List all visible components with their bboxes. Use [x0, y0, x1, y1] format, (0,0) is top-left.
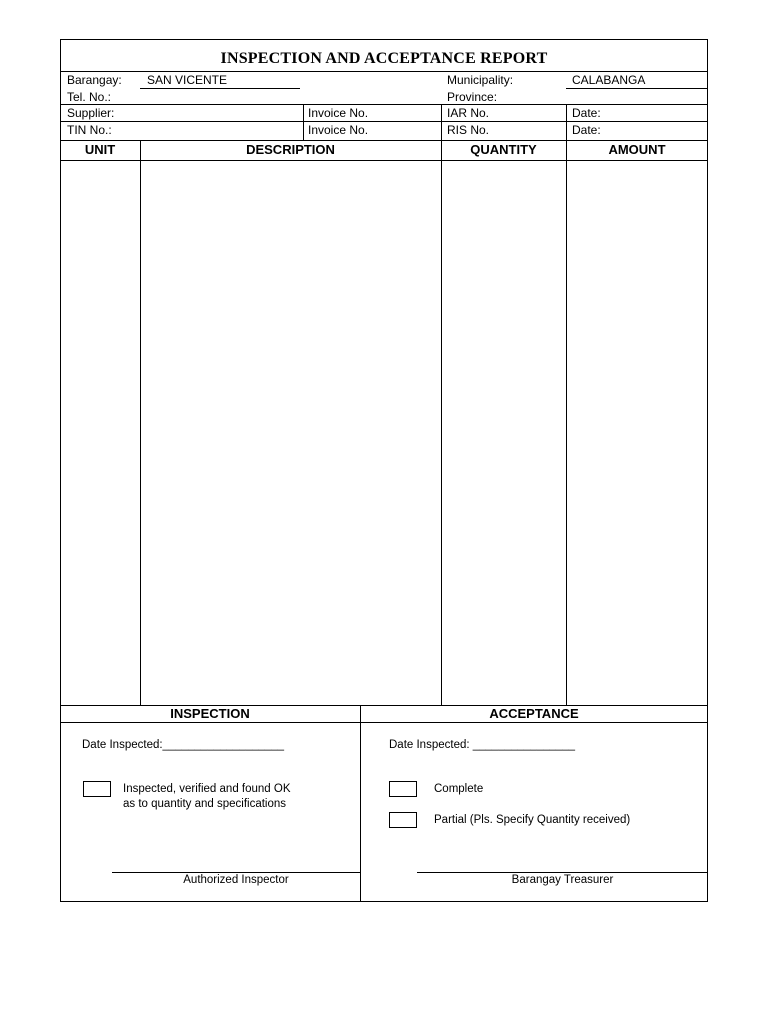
supplier-label: Supplier: [67, 106, 115, 120]
barangay-value[interactable]: SAN VICENTE [147, 73, 228, 87]
treasurer-signatory: Barangay Treasurer [511, 874, 614, 886]
municipality-value[interactable]: CALABANGA [572, 73, 646, 87]
col-header-quantity: QUANTITY [470, 142, 537, 157]
amount-column-cells[interactable] [567, 161, 707, 704]
tel-label: Tel. No.: [67, 90, 112, 104]
acceptance-heading: ACCEPTANCE [489, 706, 579, 721]
invoice-label-2: Invoice No. [308, 123, 369, 137]
section-vdivider [360, 705, 361, 902]
inspected-ok-checkbox[interactable] [83, 781, 111, 797]
ris-label: RIS No. [447, 123, 490, 137]
complete-checkbox[interactable] [389, 781, 417, 797]
inspection-heading: INSPECTION [170, 706, 250, 721]
municipality-label: Municipality: [447, 73, 514, 87]
description-column-cells[interactable] [141, 161, 441, 704]
barangay-underline [140, 88, 300, 89]
province-underline [566, 104, 708, 105]
col-header-unit: UNIT [84, 142, 116, 157]
header-divider-2 [60, 121, 708, 122]
partial-label: Partial (Pls. Specify Quantity received) [434, 814, 631, 826]
header-vdivider-2 [441, 104, 442, 140]
col-header-description: DESCRIPTION [246, 142, 335, 157]
inspection-date-field[interactable]: Date Inspected:___________________ [82, 739, 285, 751]
header-vdivider-1 [303, 104, 304, 140]
inspected-ok-label-line1: Inspected, verified and found OK [123, 783, 291, 795]
date-label-2: Date: [572, 123, 601, 137]
date-label-1: Date: [572, 106, 601, 120]
province-label: Province: [447, 90, 498, 104]
inspected-ok-label-line2: as to quantity and specifications [123, 798, 287, 810]
tin-label: TIN No.: [67, 123, 112, 137]
barangay-label: Barangay: [67, 73, 122, 87]
section-header-divider [60, 722, 708, 723]
municipality-underline [566, 88, 708, 89]
inspector-signatory: Authorized Inspector [183, 874, 289, 886]
iar-label: IAR No. [447, 106, 490, 120]
report-title: INSPECTION AND ACCEPTANCE REPORT [220, 50, 548, 67]
invoice-label-1: Invoice No. [308, 106, 369, 120]
col-header-amount: AMOUNT [608, 142, 666, 157]
acceptance-date-field[interactable]: Date Inspected: ________________ [389, 739, 576, 751]
quantity-column-cells[interactable] [442, 161, 566, 704]
title-divider [60, 71, 708, 72]
header-divider-3 [60, 140, 708, 141]
complete-label: Complete [434, 783, 484, 795]
partial-checkbox[interactable] [389, 812, 417, 828]
unit-column-cells[interactable] [61, 161, 140, 704]
header-vdivider-3 [566, 104, 567, 140]
